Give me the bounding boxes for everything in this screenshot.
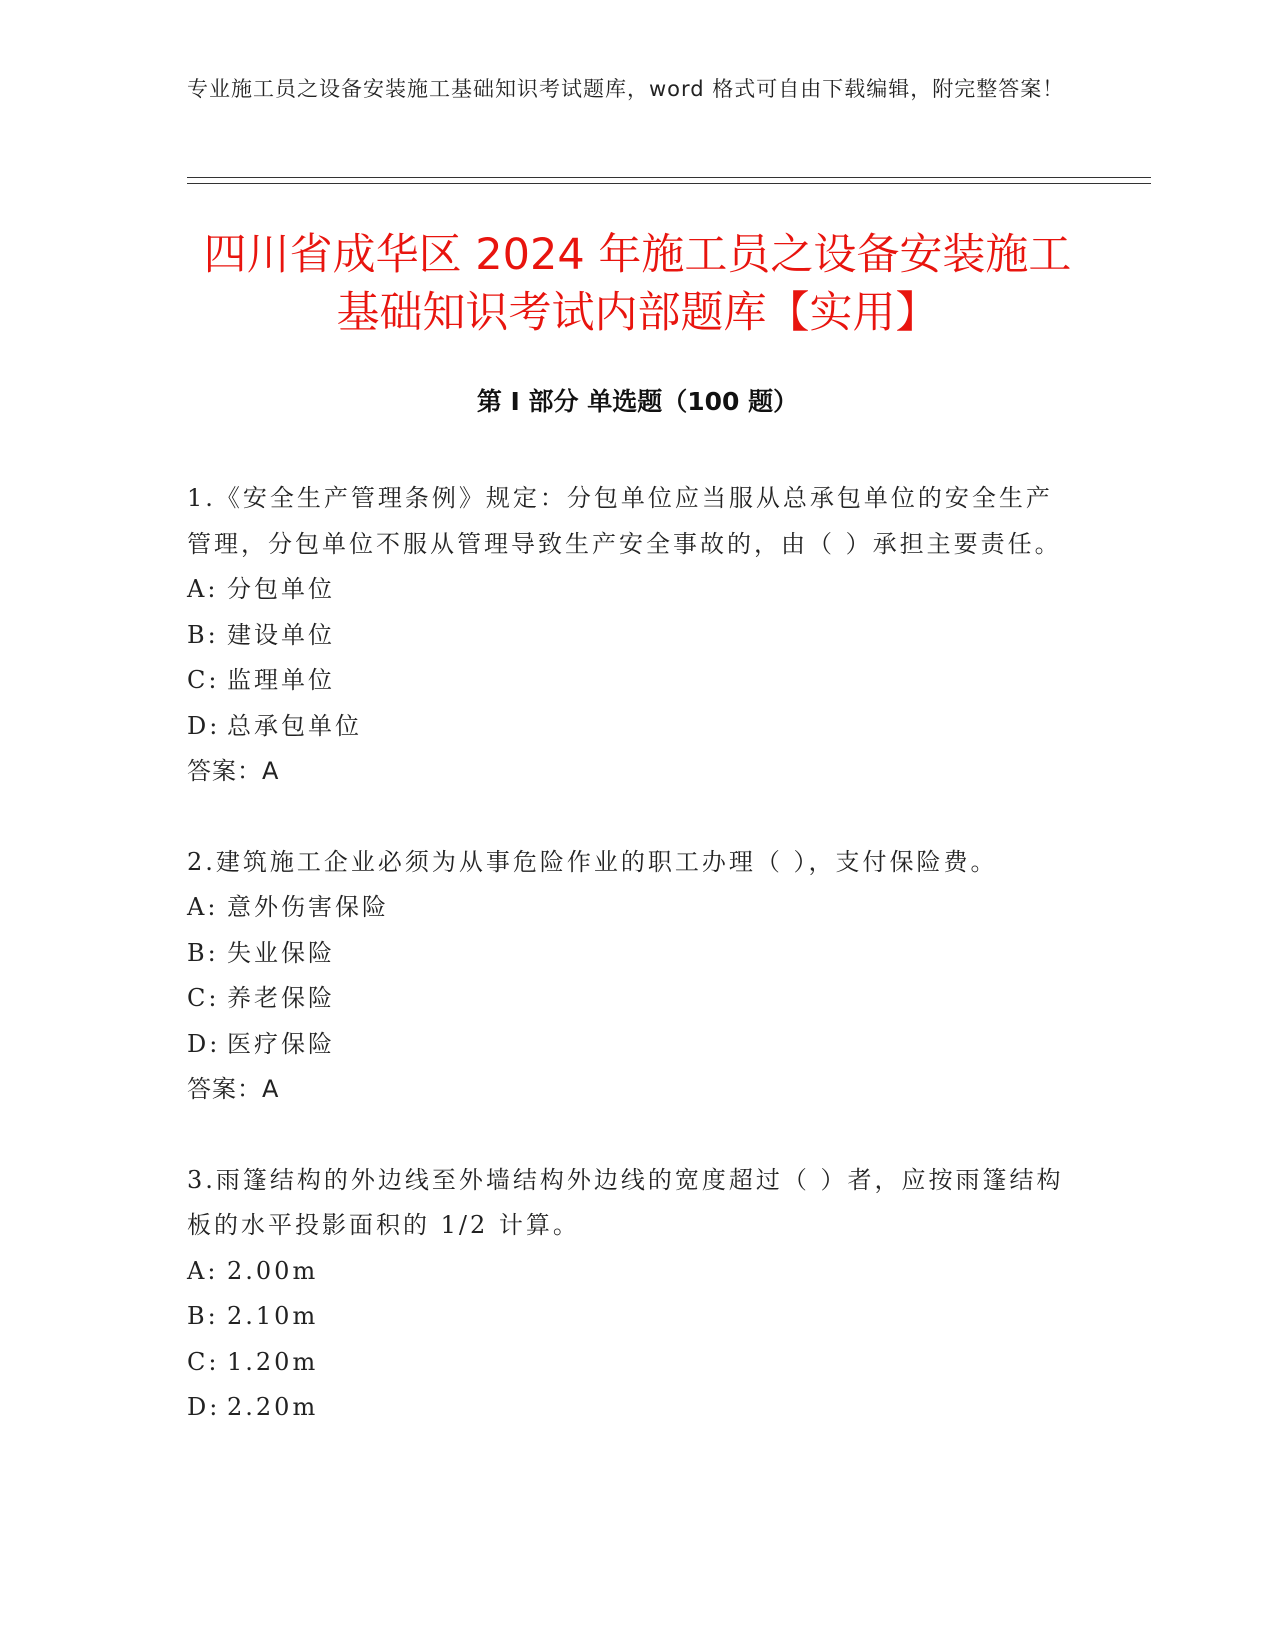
document-title-line-2: 基础知识考试内部题库【实用】 — [336, 288, 939, 338]
option-text: 1.20m — [227, 1347, 319, 1376]
option-key: A: — [187, 1256, 219, 1285]
header-divider-bottom — [187, 183, 1151, 184]
option-d — [187, 1385, 1077, 1431]
header-divider-top — [187, 177, 1151, 178]
option-text: 2.10m — [227, 1302, 319, 1330]
question-1 — [187, 476, 1077, 795]
header-note: 专业施工员之设备安装施工基础知识考试题库，word 格式可自由下载编辑，附完整答案！ — [187, 77, 1065, 101]
option-text: 医疗保险 — [227, 1029, 335, 1058]
option-key: C: — [187, 1347, 220, 1376]
document-title-line-1: 四川省成华区 2024 年施工员之设备安装施工 — [203, 230, 1072, 280]
question-list — [187, 476, 1077, 1431]
option-d — [187, 704, 1077, 750]
option-key: C: — [187, 666, 220, 694]
option-c — [187, 1340, 1077, 1386]
option-key: D: — [187, 1029, 221, 1058]
document-title — [150, 226, 1125, 342]
option-c — [187, 658, 1077, 704]
answer-line: 答案：A — [187, 1075, 280, 1103]
option-text: 建设单位 — [227, 620, 335, 649]
option-text: 2.20m — [227, 1393, 319, 1421]
option-key: A: — [187, 575, 219, 603]
question-spacer — [187, 1113, 1077, 1158]
option-text: 2.00m — [227, 1256, 319, 1285]
question-stem: 3.雨篷结构的外边线至外墙结构外边线的宽度超过（ ）者，应按雨篷结构板的水平投影面积的 1/2 计算。 — [187, 1165, 1064, 1239]
option-text: 意外伤害保险 — [227, 893, 389, 921]
option-text: 养老保险 — [227, 984, 335, 1012]
option-a — [187, 885, 1077, 931]
option-key: D: — [187, 711, 221, 740]
option-key: B: — [187, 938, 219, 967]
option-b — [187, 613, 1077, 659]
option-text: 分包单位 — [227, 575, 335, 603]
option-d — [187, 1022, 1077, 1068]
option-key: C: — [187, 984, 220, 1012]
option-text: 监理单位 — [227, 666, 335, 694]
option-key: D: — [187, 1393, 221, 1421]
option-key: A: — [187, 893, 219, 921]
option-key: B: — [187, 1302, 219, 1330]
option-key: B: — [187, 620, 219, 649]
option-text: 失业保险 — [227, 938, 335, 967]
option-b — [187, 1294, 1077, 1340]
option-text: 总承包单位 — [227, 711, 362, 740]
option-c — [187, 976, 1077, 1022]
option-b — [187, 931, 1077, 977]
answer-line: 答案：A — [187, 757, 280, 785]
option-a — [187, 567, 1077, 613]
question-spacer — [187, 795, 1077, 840]
question-stem: 2.建筑施工企业必须为从事危险作业的职工办理（ ），支付保险费。 — [187, 847, 998, 876]
question-2 — [187, 840, 1077, 1113]
question-3 — [187, 1158, 1077, 1431]
option-a — [187, 1249, 1077, 1295]
section-title: 第 I 部分 单选题（100 题） — [476, 387, 799, 416]
question-stem: 1.《安全生产管理条例》规定：分包单位应当服从总承包单位的安全生产管理，分包单位不服从管理导致生产安全事故的，由（ ）承担主要责任。 — [187, 484, 1062, 558]
